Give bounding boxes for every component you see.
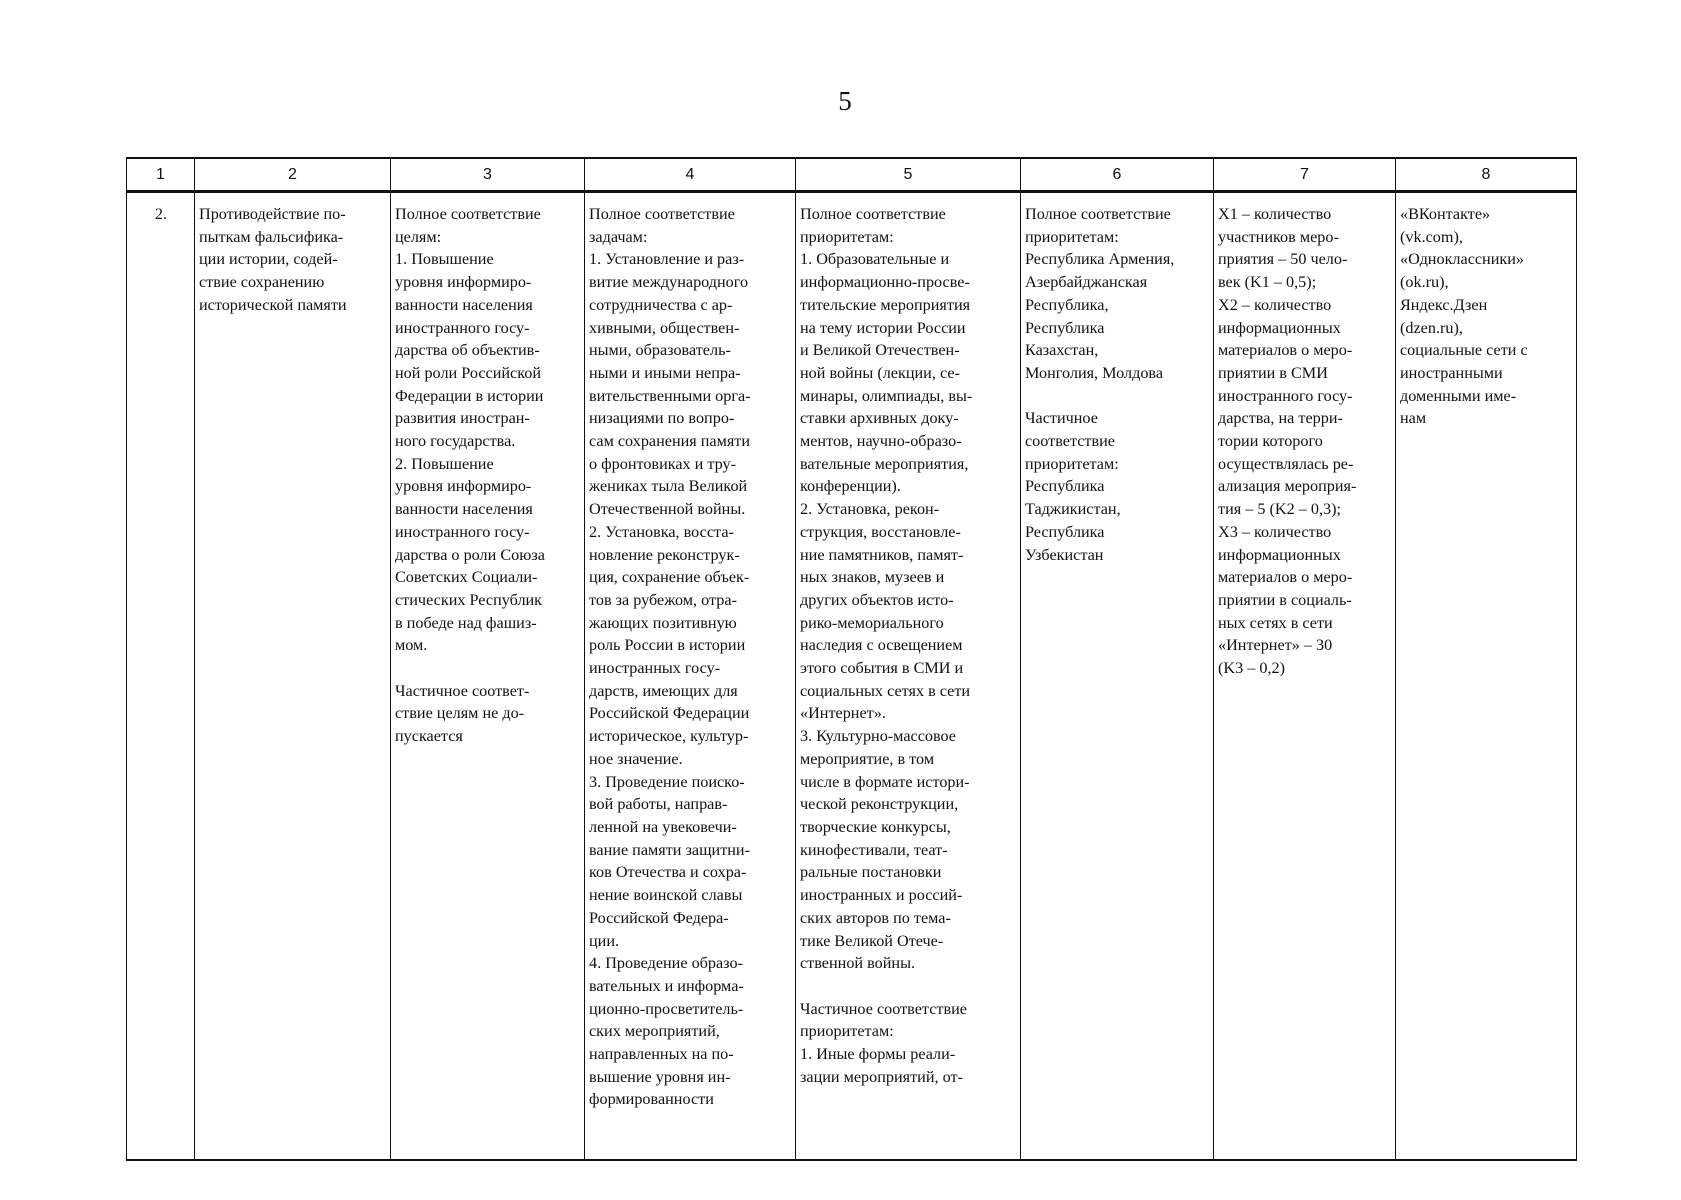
priorities-cell: [796, 192, 1021, 1161]
text-line: ционно-просветитель-: [589, 999, 744, 1018]
row-number-cell: [127, 192, 195, 1161]
header-cell-2: 2: [195, 158, 391, 192]
text-line: ных сетях в сети: [1218, 613, 1333, 632]
text-line: пыткам фальсифика-: [199, 227, 344, 246]
social-networks-cell: [1396, 192, 1577, 1161]
text-line: ции.: [589, 931, 620, 950]
text-line: ными, образователь-: [589, 341, 731, 360]
text-line: 3. Проведение поиско-: [589, 772, 745, 791]
text-line: приоритетам:: [1025, 454, 1119, 473]
text-line: Таджикистан,: [1025, 500, 1121, 519]
text-line: иностранного госу-: [1218, 386, 1353, 405]
row-number: 2.: [154, 205, 168, 223]
text-line: ции истории, содей-: [199, 250, 338, 269]
text-line: приоритетам:: [1025, 227, 1119, 246]
text-line: направленных на по-: [589, 1045, 734, 1064]
text-line: 1. Иные формы реали-: [800, 1045, 956, 1063]
text-line: вышение уровня ин-: [589, 1067, 731, 1086]
header-cell-8: 8: [1396, 158, 1577, 192]
text-line: приоритетам:: [800, 1022, 894, 1041]
text-line: Полное соответствие: [1025, 205, 1171, 223]
text-line: иностранными: [1400, 363, 1503, 382]
text-line: 2. Установка, рекон-: [800, 500, 940, 519]
text-line: творческие конкурсы,: [800, 817, 951, 836]
text-line: ние памятников, памят-: [800, 545, 964, 564]
text-line: дарства об объектив-: [395, 341, 540, 360]
text-line: ализация мероприя-: [1218, 477, 1357, 496]
text-line: материалов о меро-: [1218, 341, 1353, 360]
text-line: пускается: [395, 727, 463, 746]
text-line: Яндекс.Дзен: [1400, 295, 1488, 314]
text-line: ских авторов по тема-: [800, 908, 951, 927]
text-line: ной роли Российской: [395, 363, 542, 382]
text-line: мом.: [395, 636, 428, 655]
text-line: ских мероприятий,: [589, 1022, 720, 1041]
text-line: Отечественной войны.: [589, 500, 746, 519]
text-line: тории которого: [1218, 432, 1323, 451]
text-line: исторической памяти: [199, 295, 347, 314]
text-line: Полное соответствие: [395, 205, 541, 223]
text-line: ными и иными непра-: [589, 363, 741, 382]
text-line: рико-мемориального: [800, 613, 944, 632]
text-line: ного государства.: [395, 432, 516, 451]
text-line: дарств, имеющих для: [589, 681, 738, 700]
text-line: приятия – 50 чело-: [1218, 250, 1348, 269]
text-line: 2. Повышение: [395, 454, 494, 473]
text-line: наследия с освещением: [800, 636, 963, 655]
text-line: о фронтовиках и тру-: [589, 454, 737, 473]
page-number: 5: [838, 86, 852, 116]
text-line: мероприятие, в том: [800, 749, 935, 768]
text-line: тов за рубежом, отра-: [589, 590, 737, 609]
text-line: Частичное соответ-: [395, 681, 530, 700]
text-line: тительские мероприятия: [800, 295, 971, 314]
table-row: [127, 192, 1577, 1161]
text-line: ция, сохранение объек-: [589, 568, 750, 587]
text-line: витие международного: [589, 273, 749, 292]
text-line: ленной на увековечи-: [589, 817, 737, 836]
text-line: Казахстан,: [1025, 341, 1099, 360]
text-line: в победе над фашиз-: [395, 613, 537, 632]
text-line: информационно-просве-: [800, 273, 970, 292]
text-line: ных знаков, музеев и: [800, 568, 945, 587]
header-cell-5: 5: [796, 158, 1021, 192]
text-line: уровня информиро-: [395, 477, 532, 496]
text-line: соответствие: [1025, 432, 1115, 451]
text-line: Советских Социали-: [395, 568, 538, 587]
text-line: 1. Установление и раз-: [589, 250, 745, 269]
text-line: ческой реконструкции,: [800, 795, 959, 814]
text-line: Республика: [1025, 522, 1105, 541]
text-line: социальных сетях в сети: [800, 681, 971, 700]
text-line: Азербайджанская: [1025, 273, 1148, 292]
text-line: ванности населения: [395, 295, 533, 314]
header-cell-7: 7: [1214, 158, 1396, 192]
text-line: Российской Федера-: [589, 908, 729, 927]
text-line: «Одноклассники»: [1400, 250, 1525, 269]
text-line: Узбекистан: [1025, 545, 1104, 564]
header-cell-6: 6: [1021, 158, 1214, 192]
text-line: ральные постановки: [800, 863, 942, 882]
text-line: Монголия, Молдова: [1025, 363, 1164, 382]
text-line: ствие целям не до-: [395, 704, 525, 723]
text-line: хивными, обществен-: [589, 318, 740, 337]
text-line: тия – 5 (K2 – 0,3);: [1218, 500, 1341, 519]
text-line: ствие сохранению: [199, 273, 325, 292]
text-line: иностранных и россий-: [800, 886, 963, 905]
text-line: 2. Установка, восста-: [589, 522, 734, 541]
text-line: ков Отечества и сохра-: [589, 863, 747, 882]
text-line: Полное соответствие: [589, 205, 735, 223]
text-line: уровня информиро-: [395, 273, 532, 292]
text-line: нение воинской славы: [589, 886, 743, 905]
text-line: Российской Федерации: [589, 704, 750, 723]
text-line: Республика: [1025, 318, 1105, 337]
text-line: вательных и информа-: [589, 976, 744, 995]
text-line: сотрудничества с ар-: [589, 295, 733, 314]
text-line: «Интернет».: [800, 704, 886, 723]
text-line: на тему истории России: [800, 318, 966, 337]
text-line: информационных: [1218, 318, 1341, 337]
text-line: Республика: [1025, 477, 1105, 496]
text-line: развития иностран-: [395, 409, 530, 428]
text-line: нам: [1400, 409, 1427, 428]
text-line: приятии в СМИ: [1218, 363, 1328, 382]
text-line: жениках тыла Великой: [589, 477, 748, 496]
text-line: жающих позитивную: [589, 613, 737, 632]
text-line: иностранного госу-: [395, 318, 530, 337]
header-cell-4: 4: [585, 158, 796, 192]
text-line: (ok.ru),: [1400, 273, 1449, 292]
text-line: Республика,: [1025, 295, 1109, 314]
text-line: информационных: [1218, 545, 1341, 564]
text-line: Республика Армения,: [1025, 250, 1175, 269]
text-line: историческое, культур-: [589, 727, 749, 746]
text-line: струкция, восстановле-: [800, 522, 961, 541]
text-line: конференции).: [800, 477, 901, 496]
text-line: приоритетам:: [800, 227, 894, 246]
text-line: Противодействие по-: [199, 205, 346, 223]
text-line: роль России в истории: [589, 636, 746, 655]
text-line: кинофестивали, теат-: [800, 840, 948, 859]
text-line: Частичное: [1025, 409, 1098, 428]
text-line: дарства о роли Союза: [395, 545, 545, 564]
text-line: числе в формате истори-: [800, 772, 970, 791]
text-line: 3. Культурно-массовое: [800, 727, 956, 746]
text-line: этого события в СМИ и: [800, 659, 964, 678]
text-line: низациями по вопро-: [589, 409, 735, 428]
goals-cell: [391, 192, 585, 1161]
text-line: дарства, на терри-: [1218, 409, 1343, 428]
text-line: социальные сети с: [1400, 341, 1528, 360]
blank-line: [395, 657, 581, 680]
header-cell-1: 1: [127, 158, 195, 192]
text-line: тике Великой Отече-: [800, 931, 944, 950]
text-line: ное значение.: [589, 749, 683, 768]
text-line: сам сохранения памяти: [589, 432, 751, 451]
countries-cell: [1021, 192, 1214, 1161]
blank-line: [1025, 385, 1210, 408]
text-line: вательные мероприятия,: [800, 454, 969, 473]
text-line: Полное соответствие: [800, 205, 946, 223]
text-line: «Интернет» – 30: [1218, 636, 1333, 655]
text-line: Частичное соответствие: [800, 999, 967, 1018]
tasks-cell: [585, 192, 796, 1161]
text-line: ной войны (лекции, се-: [800, 363, 960, 382]
text-line: (dzen.ru),: [1400, 318, 1463, 337]
text-line: новление реконструк-: [589, 545, 740, 564]
text-line: иностранных госу-: [589, 659, 721, 678]
text-line: участников меро-: [1218, 227, 1339, 246]
text-line: и Великой Отечествен-: [800, 341, 960, 360]
text-line: доменными име-: [1400, 386, 1517, 405]
text-line: (K3 – 0,2): [1218, 659, 1285, 678]
text-line: зации мероприятий, от-: [800, 1067, 963, 1086]
text-line: приятии в социаль-: [1218, 590, 1352, 609]
text-line: 1. Повышение: [395, 250, 494, 269]
header-row: [127, 158, 1577, 192]
text-line: век (K1 – 0,5);: [1218, 273, 1317, 292]
text-line: ванности населения: [395, 500, 533, 519]
text-line: минары, олимпиады, вы-: [800, 386, 973, 405]
text-line: задачам:: [589, 227, 648, 246]
direction-cell: [195, 192, 391, 1161]
header-cell-3: 3: [391, 158, 585, 192]
text-line: X3 – количество: [1218, 522, 1332, 541]
text-line: ственной войны.: [800, 954, 915, 973]
text-line: иностранного госу-: [395, 522, 530, 541]
text-line: X1 – количество: [1218, 205, 1332, 223]
text-line: вительственными орга-: [589, 386, 751, 405]
text-line: 4. Проведение образо-: [589, 954, 743, 973]
text-line: ставки архивных доку-: [800, 409, 959, 428]
text-line: «ВКонтакте»: [1400, 205, 1491, 223]
text-line: (vk.com),: [1400, 227, 1463, 246]
text-line: стических Республик: [395, 590, 543, 609]
text-line: вой работы, направ-: [589, 795, 728, 814]
text-line: формированности: [589, 1090, 714, 1109]
document-table: [126, 157, 1577, 1161]
text-line: других объектов исто-: [800, 590, 954, 609]
indicators-cell: [1214, 192, 1396, 1161]
text-line: 1. Образовательные и: [800, 250, 950, 269]
text-line: целям:: [395, 227, 442, 246]
text-line: ментов, научно-образо-: [800, 432, 962, 451]
text-line: материалов о меро-: [1218, 568, 1353, 587]
text-line: Федерации в истории: [395, 386, 544, 405]
text-line: вание памяти защитни-: [589, 840, 750, 859]
blank-line: [800, 975, 1017, 998]
text-line: X2 – количество: [1218, 295, 1332, 314]
text-line: осуществлялась ре-: [1218, 454, 1354, 473]
